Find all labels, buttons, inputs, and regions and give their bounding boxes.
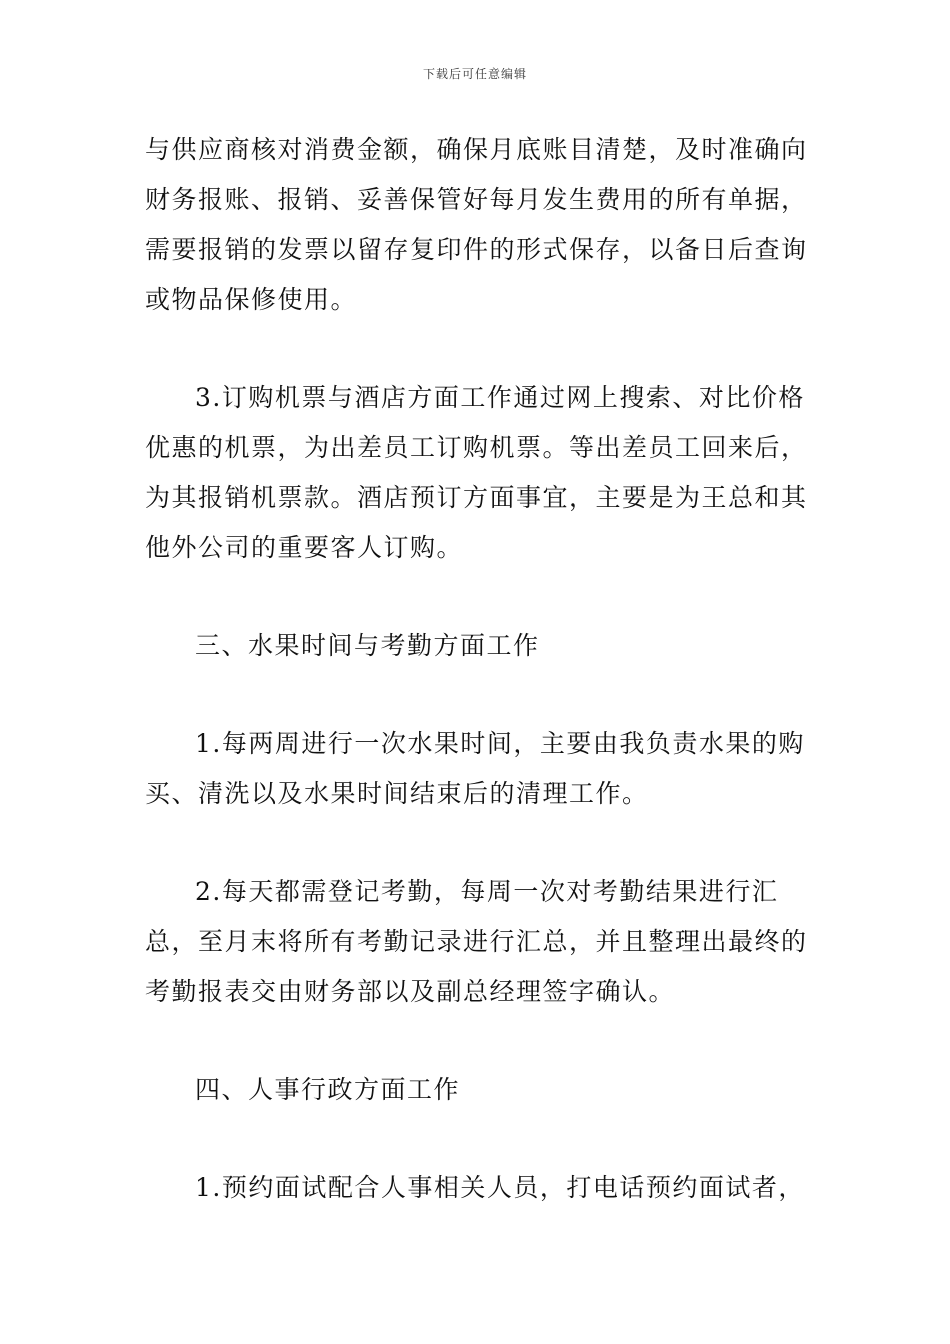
paragraph-spacer [145, 1115, 810, 1163]
page-header: 下载后可任意编辑 [422, 67, 527, 81]
paragraph-spacer [145, 573, 810, 621]
paragraph-fruit-time: 1.每两周进行一次水果时间，主要由我负责水果的购买、清洗以及水果时间结束后的清理工作。 [145, 729, 805, 808]
paragraph-spacer [145, 819, 810, 867]
paragraph-spacer [145, 1017, 810, 1065]
document-body [145, 125, 810, 1213]
paragraph-spacer [145, 325, 810, 373]
paragraph-interview-scheduling: 1.预约面试配合人事相关人员，打电话预约面试者， [195, 1173, 805, 1202]
paragraph-ticket-hotel: 3.订购机票与酒店方面工作通过网上搜索、对比价格优惠的机票，为出差员工订购机票。等出差员工回来后，为其报销机票款。酒店预订方面事宜，主要是为王总和其他外公司的重要客人订购。 [145, 383, 808, 562]
section-heading-fruit-attendance: 三、水果时间与考勤方面工作 [195, 631, 540, 660]
paragraph-spacer [145, 671, 810, 719]
section-heading-hr-admin: 四、人事行政方面工作 [195, 1075, 461, 1104]
paragraph-attendance: 2.每天都需登记考勤，每周一次对考勤结果进行汇总，至月末将所有考勤记录进行汇总，并且整理出最终的考勤报表交由财务部以及副总经理签字确认。 [145, 877, 808, 1006]
paragraph-expense-reconciliation: 与供应商核对消费金额，确保月底账目清楚，及时准确向财务报账、报销、妥善保管好每月发生费用的所有单据，需要报销的发票以留存复印件的形式保存，以备日后查询或物品保修使用。 [145, 135, 808, 314]
